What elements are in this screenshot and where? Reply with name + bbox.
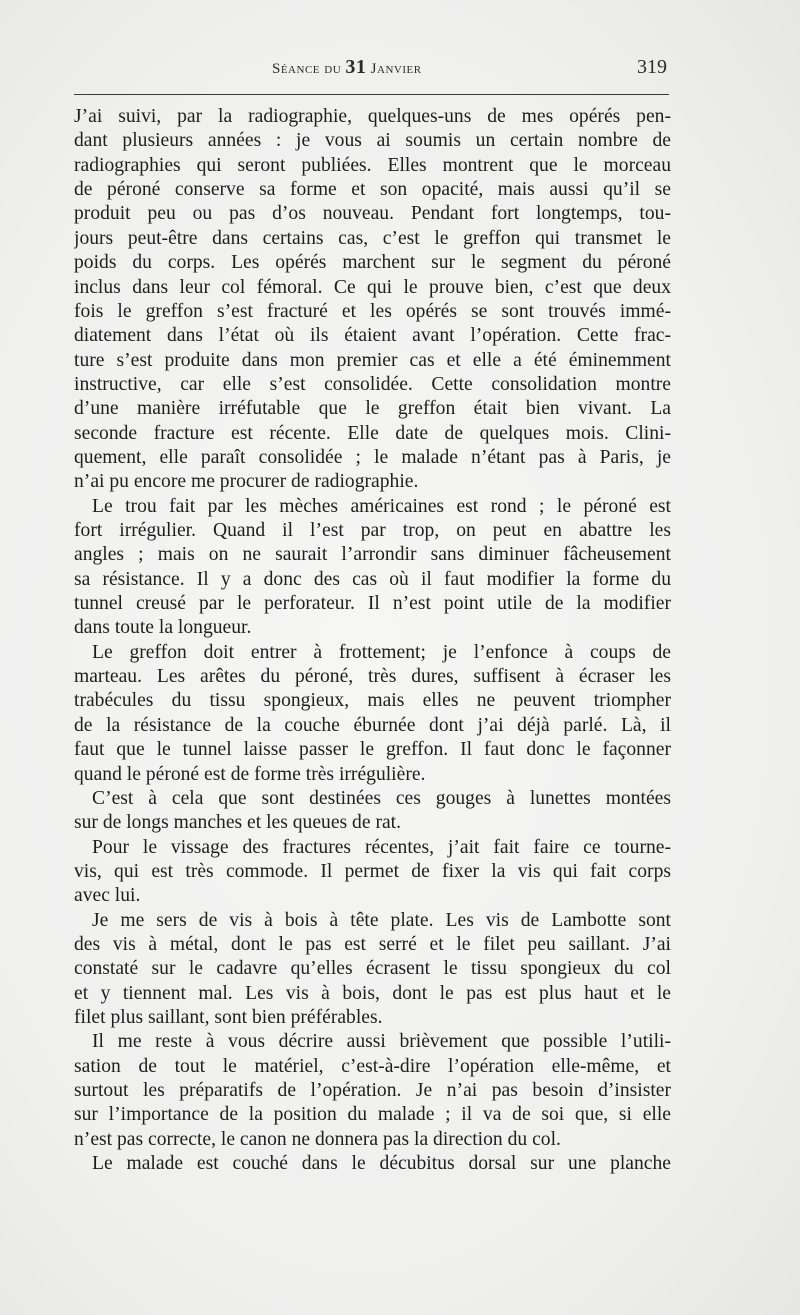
- text-line: angles ; mais on ne saurait l’arrondir sans diminuer fâcheusement: [74, 544, 671, 566]
- header-rule: [74, 94, 669, 95]
- text-line: tunnel creusé par le perforateur. Il n’est point utile de la modifier: [74, 593, 671, 614]
- text-line: quement, elle paraît consolidée ; le malade n’étant pas à Paris, je: [74, 446, 671, 468]
- text-line: vis, qui est très commode. Il permet de fixer la vis qui fait corps: [74, 860, 671, 882]
- text-line: radiographies qui seront publiées. Elles montrent que le morceau: [74, 154, 671, 176]
- running-head: [0, 52, 800, 82]
- text-line: jours peut-être dans certains cas, c’est le greffon qui transmet le: [74, 227, 671, 249]
- text-line: seconde fracture est récente. Elle date de quelques mois. Clini-: [74, 422, 671, 444]
- text-line: n’est pas correcte, le canon ne donnera pas la direction du col.: [74, 1128, 561, 1150]
- text-line: sa résistance. Il y a donc des cas où il faut modifier la forme du: [74, 568, 671, 590]
- text-line: Pour le vissage des fractures récentes, j’ait fait faire ce tourne-: [92, 836, 671, 858]
- running-title-day: 31: [345, 56, 367, 78]
- text-line: n’ai pu encore me procurer de radiographie.: [74, 471, 419, 493]
- text-line: Le trou fait par les mèches américaines est rond ; le péroné est: [92, 495, 671, 517]
- text-line: C’est à cela que sont destinées ces gouges à lunettes montées: [92, 787, 671, 809]
- text-line: fort irrégulier. Quand il l’est par trop, on peut en abattre les: [74, 520, 671, 541]
- text-line: Le greffon doit entrer à frottement; je l’enfonce à coups de: [92, 641, 671, 663]
- text-line: faut que le tunnel laisse passer le greffon. Il faut donc le façonner: [74, 739, 671, 761]
- text-line: Il me reste à vous décrire aussi brièvement que possible l’utili-: [92, 1031, 671, 1053]
- text-line: dans toute la longueur.: [74, 617, 252, 639]
- text-line: de la résistance de la couche éburnée dont j’ai déjà parlé. Là, il: [74, 714, 671, 736]
- text-line: J’ai suivi, par la radiographie, quelques-uns de mes opérés pen-: [74, 106, 671, 127]
- text-line: quand le péroné est de forme très irrégulière.: [74, 763, 426, 785]
- text-line: constaté sur le cadavre qu’elles écrasent le tissu spongieux du col: [74, 958, 671, 980]
- text-line: de péroné conserve sa forme et son opacité, mais aussi qu’il se: [74, 179, 671, 201]
- text-line: Le malade est couché dans le décubitus dorsal sur une planche: [92, 1153, 671, 1174]
- text-line: sur de longs manches et les queues de rat.: [74, 812, 402, 834]
- text-line: d’une manière irréfutable que le greffon était bien vivant. La: [74, 398, 671, 420]
- text-line: des vis à métal, dont le pas est serré et le filet peu saillant. J’ai: [74, 933, 671, 955]
- text-line: fois le greffon s’est fracturé et les opérés se sont trouvés immé-: [74, 300, 671, 322]
- text-line: poids du corps. Les opérés marchent sur le segment du péroné: [74, 252, 671, 274]
- running-title: [272, 52, 422, 84]
- text-line: filet plus saillant, sont bien préférables.: [74, 1007, 383, 1028]
- page-number: 319: [637, 56, 667, 78]
- text-line: et y tiennent mal. Les vis à bois, dont le pas est plus haut et le: [74, 982, 671, 1004]
- text-line: ture s’est produite dans mon premier cas et elle a été éminemment: [74, 349, 671, 371]
- text-line: trabécules du tissu spongieux, mais elles ne peuvent triompher: [74, 690, 671, 712]
- text-line: Je me sers de vis à bois à tête plate. Les vis de Lambotte sont: [92, 909, 671, 931]
- text-line: produit peu ou pas d’os nouveau. Pendant fort longtemps, tou-: [74, 203, 671, 225]
- text-line: dant plusieurs années : je vous ai soumis un certain nombre de: [74, 130, 671, 152]
- text-line: surtout les préparatifs de l’opération. Je n’ai pas besoin d’insister: [74, 1080, 671, 1101]
- text-line: diatement dans l’état où ils étaient avant l’opération. Cette frac-: [74, 325, 671, 347]
- text-line: instructive, car elle s’est consolidée. Cette consolidation montre: [74, 373, 671, 395]
- text-line: marteau. Les arêtes du péroné, très dures, suffisent à écraser les: [74, 666, 671, 688]
- running-title-part2: Janvier: [366, 61, 422, 77]
- text-line: avec lui.: [74, 885, 141, 907]
- text-line: sur l’importance de la position du malade ; il va de soi que, si elle: [74, 1104, 671, 1126]
- text-line: inclus dans leur col fémoral. Ce qui le prouve bien, c’est que deux: [74, 276, 671, 298]
- running-title-part1: Séance du: [272, 61, 346, 77]
- text-line: sation de tout le matériel, c’est-à-dire l’opération elle-même, et: [74, 1055, 671, 1077]
